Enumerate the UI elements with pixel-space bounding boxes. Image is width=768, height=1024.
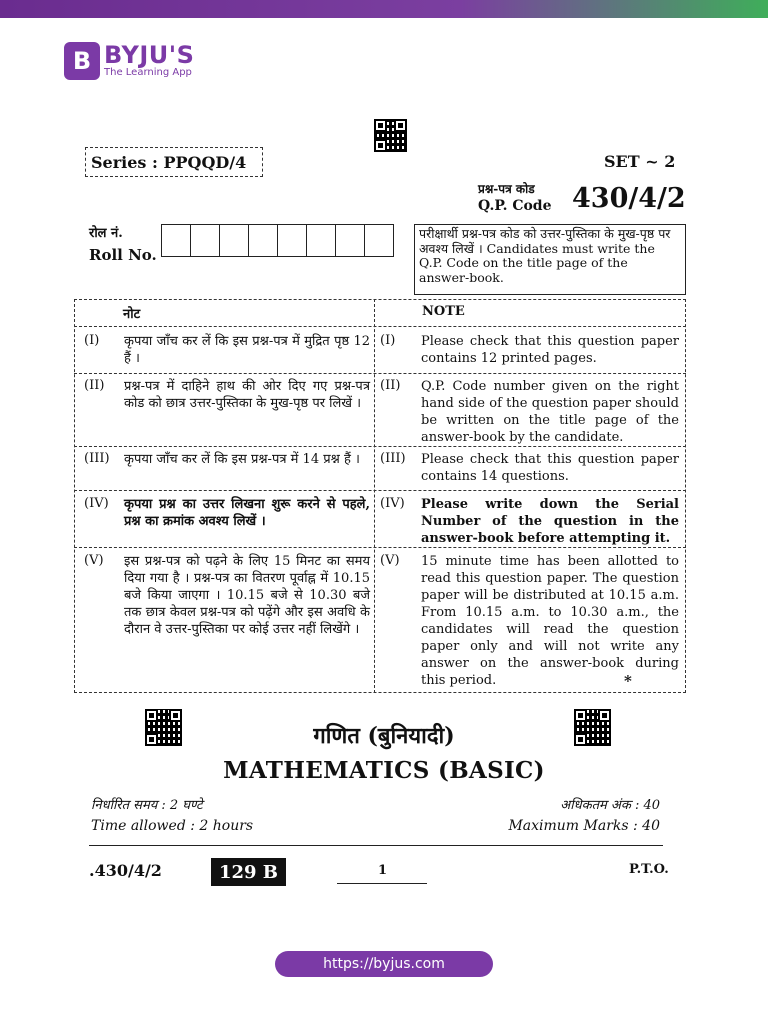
time-allowed: Time allowed : 2 hours [91, 818, 254, 834]
note-number: (II) [380, 378, 401, 393]
qp-code-label-hindi: प्रश्न-पत्र कोड [478, 182, 535, 196]
note-text: Q.P. Code number given on the right hand side of the question paper should be written on the title page of the answer-book by the candidate. [421, 379, 679, 445]
note-number: (IV) [380, 496, 405, 511]
note-text-hindi: इस प्रश्न-पत्र को पढ़ने के लिए 15 मिनट का समय दिया गया है । प्रश्न-पत्र का वितरण पूर्वाह्न में 10.15 बजे किया जाएगा । 10.15 बजे से 10.30 बजे तक छात्र केवल प्रश्न-पत्र को पढ़ेंगे और इस अवधि के दौरान वे उत्तर-पुस्तिका पर कोई उत्तर नहीं लिखेंगे । [124, 554, 370, 637]
notes-row-divider [74, 547, 686, 548]
qp-code-label: Q.P. Code [478, 198, 552, 214]
footer-code: .430/4/2 [89, 861, 162, 880]
maximum-marks: Maximum Marks : 40 [508, 818, 660, 834]
notes-row-divider [74, 373, 686, 374]
pto-label: P.T.O. [629, 862, 669, 877]
note-number: (III) [84, 451, 110, 466]
note-number: (I) [380, 333, 396, 348]
roll-digit-box[interactable] [277, 224, 307, 257]
roll-digit-box[interactable] [190, 224, 220, 257]
website-link[interactable]: https://byjus.com [275, 951, 493, 977]
asterisk-mark: * [624, 672, 632, 690]
note-number: (V) [84, 553, 104, 568]
footer-badge: 129 B [211, 858, 286, 886]
note-number: (V) [380, 553, 400, 568]
note-text-hindi: कृपया जाँच कर लें कि इस प्रश्न-पत्र में मुद्रित पृष्ठ 12 हैं । [124, 334, 370, 366]
qp-code-value: 430/4/2 [572, 183, 686, 214]
notes-row-divider [74, 446, 686, 447]
note-number: (IV) [84, 496, 109, 511]
roll-digit-box[interactable] [306, 224, 336, 257]
note-text: Please check that this question paper contains 12 printed pages. [421, 334, 679, 366]
note-text: Please write down the Serial Number of the question in the answer-book before attempting it. [421, 497, 679, 546]
note-text-hindi: प्रश्न-पत्र में दाहिने हाथ की ओर दिए गए प्रश्न-पत्र कोड को छात्र उत्तर-पुस्तिका के मुख-पृष्ठ पर लिखें । [124, 379, 370, 411]
qp-code-instruction: परीक्षार्थी प्रश्न-पत्र कोड को उत्तर-पुस्तिका के मुख-पृष्ठ पर अवश्य लिखें । Candidates must write the Q.P. Code on the title page of the answer-book. [414, 224, 686, 295]
qr-code-top [374, 119, 407, 152]
subject-title-hindi: गणित (बुनियादी) [313, 723, 455, 749]
roll-digit-box[interactable] [219, 224, 249, 257]
page-number: 1 [378, 863, 388, 878]
note-text-hindi: कृपया जाँच कर लें कि इस प्रश्न-पत्र में 14 प्रश्न हैं । [124, 452, 360, 467]
logo-mark: B [64, 42, 100, 80]
notes-row-divider [74, 326, 686, 327]
roll-label: Roll No. [89, 246, 157, 264]
subject-title: MATHEMATICS (BASIC) [223, 757, 545, 784]
roll-number-boxes[interactable] [162, 224, 394, 257]
roll-label-hindi: रोल नं. [89, 226, 123, 241]
note-heading-hindi: नोट [123, 307, 141, 322]
note-number: (I) [84, 333, 100, 348]
note-number: (III) [380, 451, 406, 466]
byjus-logo [64, 42, 194, 80]
maximum-marks-hindi: अधिकतम अंक : 40 [560, 798, 660, 813]
notes-row-divider [74, 490, 686, 491]
page-number-underline [337, 883, 427, 884]
series-box: Series : PPQQD/4 [85, 147, 263, 177]
logo-name: BYJU'S [104, 41, 195, 69]
notes-column-divider [374, 299, 375, 693]
set-number: SET ~ 2 [604, 152, 676, 171]
logo-tagline: The Learning App [104, 67, 192, 78]
note-text: 15 minute time has been allotted to read this question paper. The question paper will be distributed at 10.15 a.m. From 10.15 a.m. to 10.30 a.m., the candidates will read the question paper only and will not write any answer on the answer-book during this period. [421, 554, 679, 688]
roll-digit-box[interactable] [248, 224, 278, 257]
time-allowed-hindi: निर्धारित समय : 2 घण्टे [91, 798, 203, 813]
roll-digit-box[interactable] [335, 224, 365, 257]
divider-rule [89, 845, 663, 846]
note-text-hindi: कृपया प्रश्न का उत्तर लिखना शुरू करने से पहले, प्रश्न का क्रमांक अवश्य लिखें । [124, 497, 370, 529]
roll-digit-box[interactable] [161, 224, 191, 257]
note-text: Please check that this question paper contains 14 questions. [421, 452, 679, 484]
note-heading: NOTE [422, 304, 465, 319]
roll-digit-box[interactable] [364, 224, 394, 257]
note-number: (II) [84, 378, 105, 393]
top-banner [0, 0, 768, 18]
